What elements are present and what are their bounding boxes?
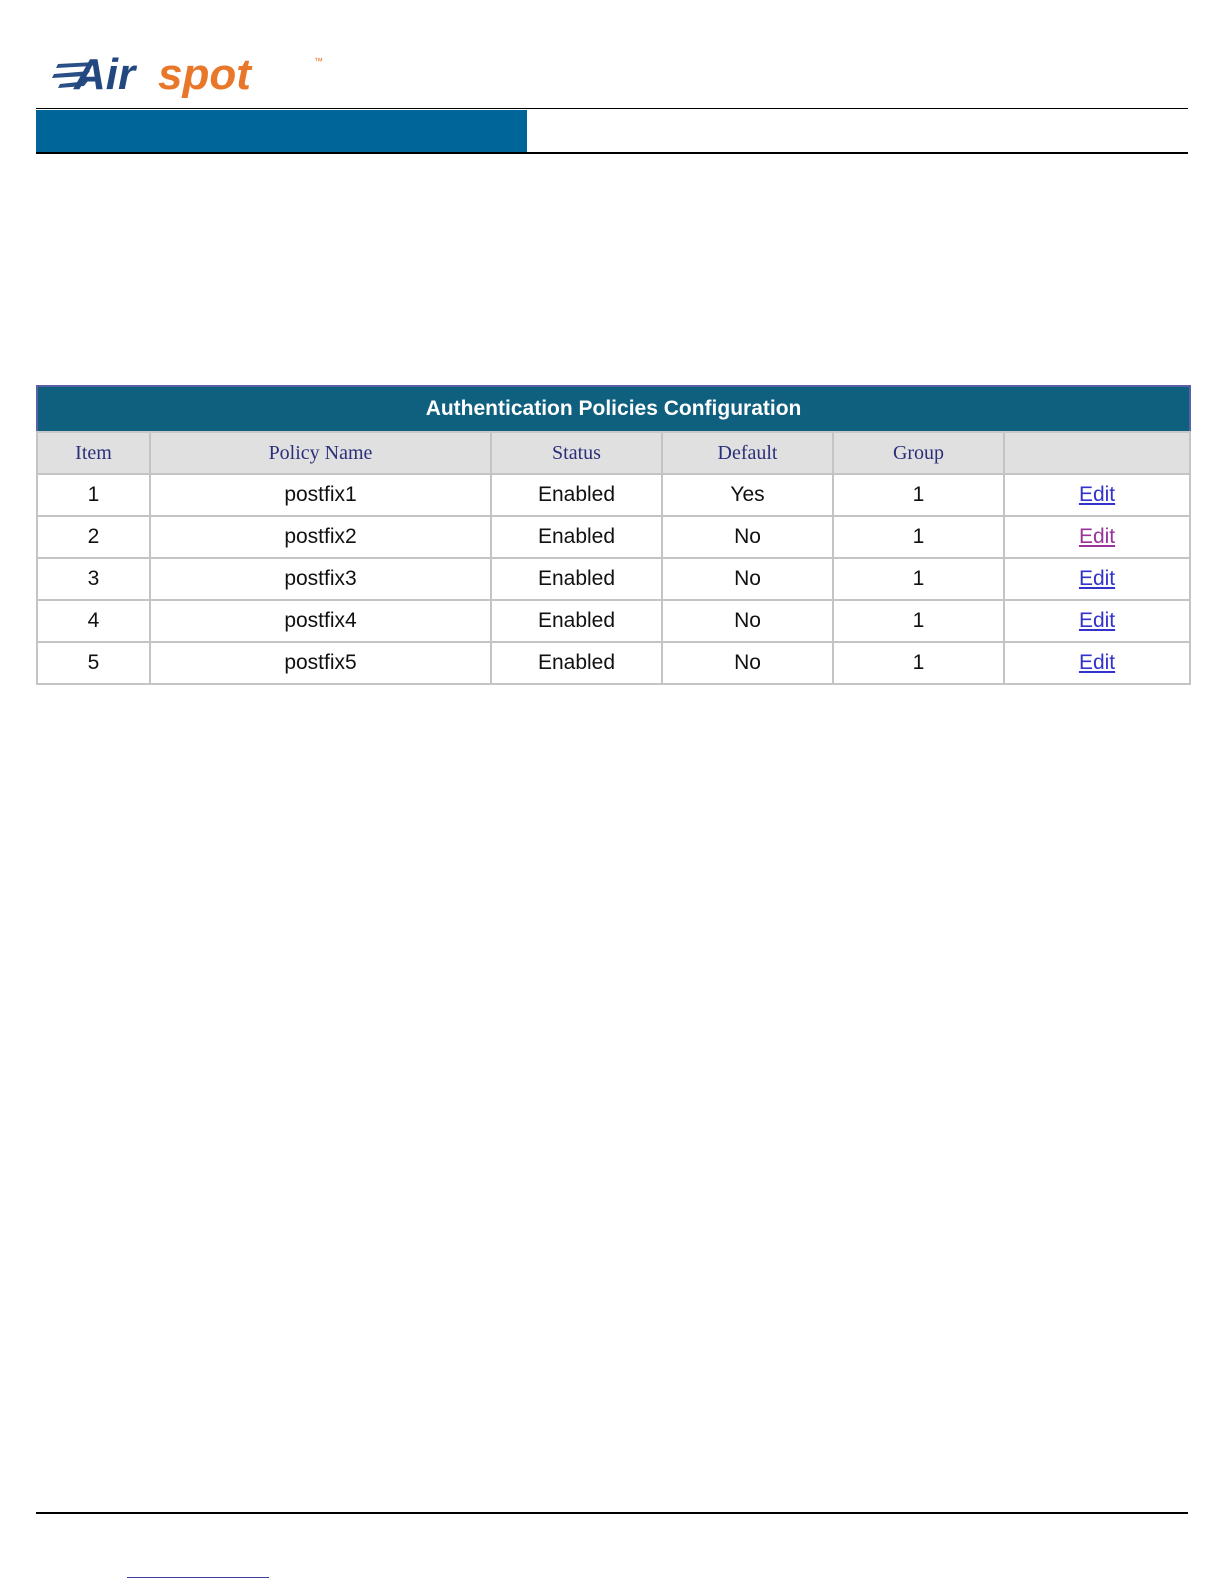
cell-item: 4 bbox=[37, 600, 150, 642]
cell-group: 1 bbox=[833, 474, 1004, 516]
table-row bbox=[37, 558, 1190, 600]
cell-group: 1 bbox=[833, 600, 1004, 642]
column-header-item: Item bbox=[37, 432, 150, 474]
cell-policy-name: postfix2 bbox=[150, 516, 491, 558]
cell-default: No bbox=[662, 600, 833, 642]
authentication-policies-table bbox=[36, 385, 1191, 685]
edit-link[interactable]: Edit bbox=[1078, 651, 1116, 674]
header-bottom-rule bbox=[36, 152, 1188, 154]
logo-text-air: Air bbox=[74, 50, 136, 99]
edit-link[interactable]: Edit bbox=[1078, 609, 1116, 632]
cell-status: Enabled bbox=[491, 474, 662, 516]
logo-trademark: ™ bbox=[314, 56, 323, 66]
cell-policy-name: postfix3 bbox=[150, 558, 491, 600]
logo-text-spot: spot bbox=[158, 50, 251, 99]
cell-item: 5 bbox=[37, 642, 150, 684]
table-row bbox=[37, 516, 1190, 558]
table-title: Authentication Policies Configuration bbox=[37, 386, 1190, 432]
edit-link[interactable]: Edit bbox=[1078, 483, 1116, 506]
cell-action bbox=[1004, 516, 1190, 558]
cell-policy-name: postfix4 bbox=[150, 600, 491, 642]
cell-default: Yes bbox=[662, 474, 833, 516]
edit-link[interactable]: Edit bbox=[1078, 525, 1116, 548]
airspot-logo bbox=[52, 48, 332, 102]
cell-policy-name: postfix1 bbox=[150, 474, 491, 516]
footer-link-underline bbox=[127, 1577, 269, 1578]
footer-rule bbox=[36, 1512, 1188, 1514]
table-title-row bbox=[37, 386, 1190, 432]
cell-policy-name: postfix5 bbox=[150, 642, 491, 684]
cell-action bbox=[1004, 558, 1190, 600]
edit-link[interactable]: Edit bbox=[1078, 567, 1116, 590]
cell-group: 1 bbox=[833, 516, 1004, 558]
column-header-policy-name: Policy Name bbox=[150, 432, 491, 474]
table-row bbox=[37, 474, 1190, 516]
table-row bbox=[37, 642, 1190, 684]
cell-status: Enabled bbox=[491, 642, 662, 684]
cell-status: Enabled bbox=[491, 558, 662, 600]
cell-status: Enabled bbox=[491, 516, 662, 558]
cell-action bbox=[1004, 600, 1190, 642]
cell-action bbox=[1004, 474, 1190, 516]
cell-action bbox=[1004, 642, 1190, 684]
column-header-status: Status bbox=[491, 432, 662, 474]
header-blue-bar bbox=[36, 110, 527, 152]
cell-default: No bbox=[662, 516, 833, 558]
header-top-rule bbox=[36, 108, 1188, 109]
cell-item: 3 bbox=[37, 558, 150, 600]
column-header-group: Group bbox=[833, 432, 1004, 474]
column-header-action bbox=[1004, 432, 1190, 474]
table-header-row bbox=[37, 432, 1190, 474]
cell-group: 1 bbox=[833, 642, 1004, 684]
cell-item: 2 bbox=[37, 516, 150, 558]
cell-group: 1 bbox=[833, 558, 1004, 600]
cell-status: Enabled bbox=[491, 600, 662, 642]
table-row bbox=[37, 600, 1190, 642]
column-header-default: Default bbox=[662, 432, 833, 474]
cell-item: 1 bbox=[37, 474, 150, 516]
cell-default: No bbox=[662, 642, 833, 684]
cell-default: No bbox=[662, 558, 833, 600]
